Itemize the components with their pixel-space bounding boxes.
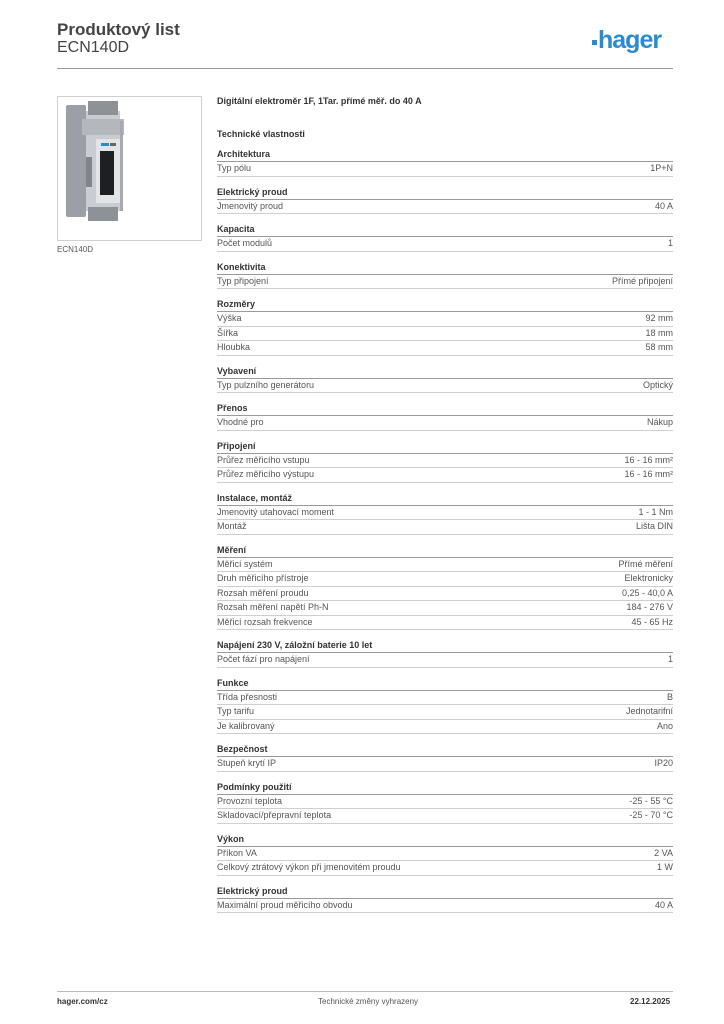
spec-row (217, 312, 673, 327)
spec-row (217, 757, 673, 772)
spec-label: Rozsah měření proudu (217, 587, 309, 598)
technical-heading: Technické vlastnosti (217, 129, 305, 139)
page-title: Produktový list (57, 20, 180, 39)
spec-section (217, 223, 673, 252)
hager-logo (592, 28, 661, 53)
spec-section (217, 492, 673, 535)
spec-sections (217, 148, 673, 913)
spec-row (217, 653, 673, 668)
spec-value: Ano (656, 720, 673, 731)
spec-value: 1P+N (650, 163, 673, 173)
spec-section (217, 677, 673, 735)
spec-label: Třída přesnosti (217, 691, 278, 702)
spec-row (217, 416, 673, 431)
spec-row (217, 809, 673, 824)
product-code: ECN140D (57, 39, 130, 56)
spec-value: B (666, 691, 673, 702)
spec-label: Druh měřicího přístroje (217, 573, 309, 583)
section-title: Výkon (217, 833, 673, 847)
spec-label: Typ připojení (217, 275, 269, 286)
spec-row (217, 200, 673, 215)
header-divider (57, 68, 673, 69)
spec-value: 0,25 - 40,0 A (621, 587, 673, 598)
spec-section (217, 365, 673, 394)
section-title: Napájení 230 V, záložní baterie 10 let (217, 639, 673, 653)
spec-section (217, 544, 673, 631)
spec-section (217, 186, 673, 215)
spec-section (217, 743, 673, 772)
spec-label: Typ pólu (217, 163, 252, 173)
electricity-meter-illustration (58, 97, 201, 240)
spec-label: Typ tarifu (217, 706, 255, 716)
spec-label: Příkon VA (217, 847, 257, 858)
spec-label: Hloubka (217, 342, 251, 352)
spec-label: Jmenovitý utahovací moment (217, 506, 335, 517)
spec-value: 184 - 276 V (626, 602, 673, 612)
spec-label: Typ pulzního generátoru (217, 379, 315, 390)
technical-sheet (217, 94, 673, 922)
spec-value: 92 mm (645, 313, 673, 323)
spec-row (217, 899, 673, 914)
spec-value: 1 (667, 654, 673, 664)
product-image (57, 96, 202, 241)
spec-value: 1 - 1 Nm (638, 506, 673, 517)
spec-row (217, 572, 673, 587)
spec-value: Nákup (646, 417, 673, 427)
spec-label: Průřez měřicího vstupu (217, 454, 310, 465)
spec-section (217, 298, 673, 356)
section-title: Podmínky použití (217, 781, 673, 795)
spec-section (217, 440, 673, 483)
spec-value: Přímé měření (618, 558, 673, 569)
section-title: Konektivita (217, 261, 673, 275)
spec-section (217, 885, 673, 914)
image-caption: ECN140D (57, 245, 94, 254)
spec-label: Měřicí rozsah frekvence (217, 616, 313, 627)
spec-value: 58 mm (645, 342, 673, 352)
spec-label: Skladovací/přepravní teplota (217, 810, 332, 820)
spec-value: 40 A (654, 899, 673, 910)
spec-label: Maximální proud měřicího obvodu (217, 899, 353, 910)
spec-section (217, 148, 673, 177)
spec-row (217, 691, 673, 706)
spec-label: Rozsah měření napětí Ph-N (217, 602, 329, 612)
spec-row (217, 601, 673, 616)
footer-website: hager.com/cz (57, 997, 108, 1006)
footer-notice: Technické změny vyhrazeny (318, 997, 419, 1006)
spec-value: 2 VA (654, 847, 673, 858)
section-title: Kapacita (217, 223, 673, 237)
spec-value: Lišta DIN (635, 521, 673, 531)
spec-row (217, 616, 673, 631)
spec-row (217, 454, 673, 469)
spec-value: 18 mm (645, 327, 673, 338)
spec-value: 16 - 16 mm² (624, 454, 673, 465)
footer-divider (57, 991, 673, 992)
spec-row (217, 162, 673, 177)
section-title: Rozměry (217, 298, 673, 312)
spec-label: Průřez měřicího výstupu (217, 469, 315, 479)
logo-text: hager (598, 26, 662, 54)
spec-value: IP20 (654, 758, 673, 768)
spec-section (217, 261, 673, 290)
spec-value: -25 - 70 °C (629, 810, 673, 820)
spec-row (217, 327, 673, 342)
section-title: Vybavení (217, 365, 673, 379)
spec-label: Měřicí systém (217, 558, 273, 569)
section-title: Měření (217, 544, 673, 558)
spec-label: Šířka (217, 327, 239, 338)
section-title: Přenos (217, 402, 673, 416)
section-title: Architektura (217, 148, 673, 162)
spec-label: Je kalibrovaný (217, 720, 275, 731)
spec-section (217, 781, 673, 824)
spec-value: Elektronicky (624, 573, 673, 583)
spec-value: 45 - 65 Hz (631, 616, 673, 627)
spec-value: 16 - 16 mm² (624, 469, 673, 479)
spec-label: Vhodné pro (217, 417, 264, 427)
spec-row (217, 468, 673, 483)
spec-label: Výška (217, 313, 242, 323)
spec-row (217, 237, 673, 252)
spec-row (217, 275, 673, 290)
spec-label: Stupeň krytí IP (217, 758, 277, 768)
spec-value: 1 (667, 238, 673, 248)
spec-value: 40 A (654, 200, 673, 211)
section-title: Připojení (217, 440, 673, 454)
spec-row (217, 847, 673, 862)
spec-section (217, 639, 673, 668)
spec-label: Montáž (217, 521, 247, 531)
spec-row (217, 379, 673, 394)
spec-section (217, 833, 673, 876)
section-title: Bezpečnost (217, 743, 673, 757)
section-title: Funkce (217, 677, 673, 691)
section-title: Elektrický proud (217, 885, 673, 899)
spec-label: Jmenovitý proud (217, 200, 284, 211)
spec-row (217, 558, 673, 573)
spec-row (217, 720, 673, 735)
footer-date: 22.12.2025 (630, 997, 671, 1006)
spec-row (217, 520, 673, 535)
spec-label: Provozní teplota (217, 795, 283, 806)
spec-row (217, 341, 673, 356)
spec-value: 1 W (656, 862, 673, 872)
spec-row (217, 506, 673, 521)
spec-value: -25 - 55 °C (629, 795, 673, 806)
section-title: Instalace, montáž (217, 492, 673, 506)
spec-value: Jednotarifní (625, 706, 673, 716)
spec-section (217, 402, 673, 431)
spec-row (217, 705, 673, 720)
spec-row (217, 587, 673, 602)
spec-label: Počet modulů (217, 238, 273, 248)
section-title: Elektrický proud (217, 186, 673, 200)
spec-value: Přímé připojení (611, 275, 673, 286)
spec-label: Počet fází pro napájení (217, 654, 310, 664)
spec-label: Celkový ztrátový výkon při jmenovitém proudu (217, 862, 401, 872)
product-description: Digitální elektroměr 1F, 1Tar. přímé měř. do 40 A (217, 96, 422, 106)
spec-row (217, 795, 673, 810)
spec-row (217, 861, 673, 876)
spec-value: Optický (642, 379, 673, 390)
